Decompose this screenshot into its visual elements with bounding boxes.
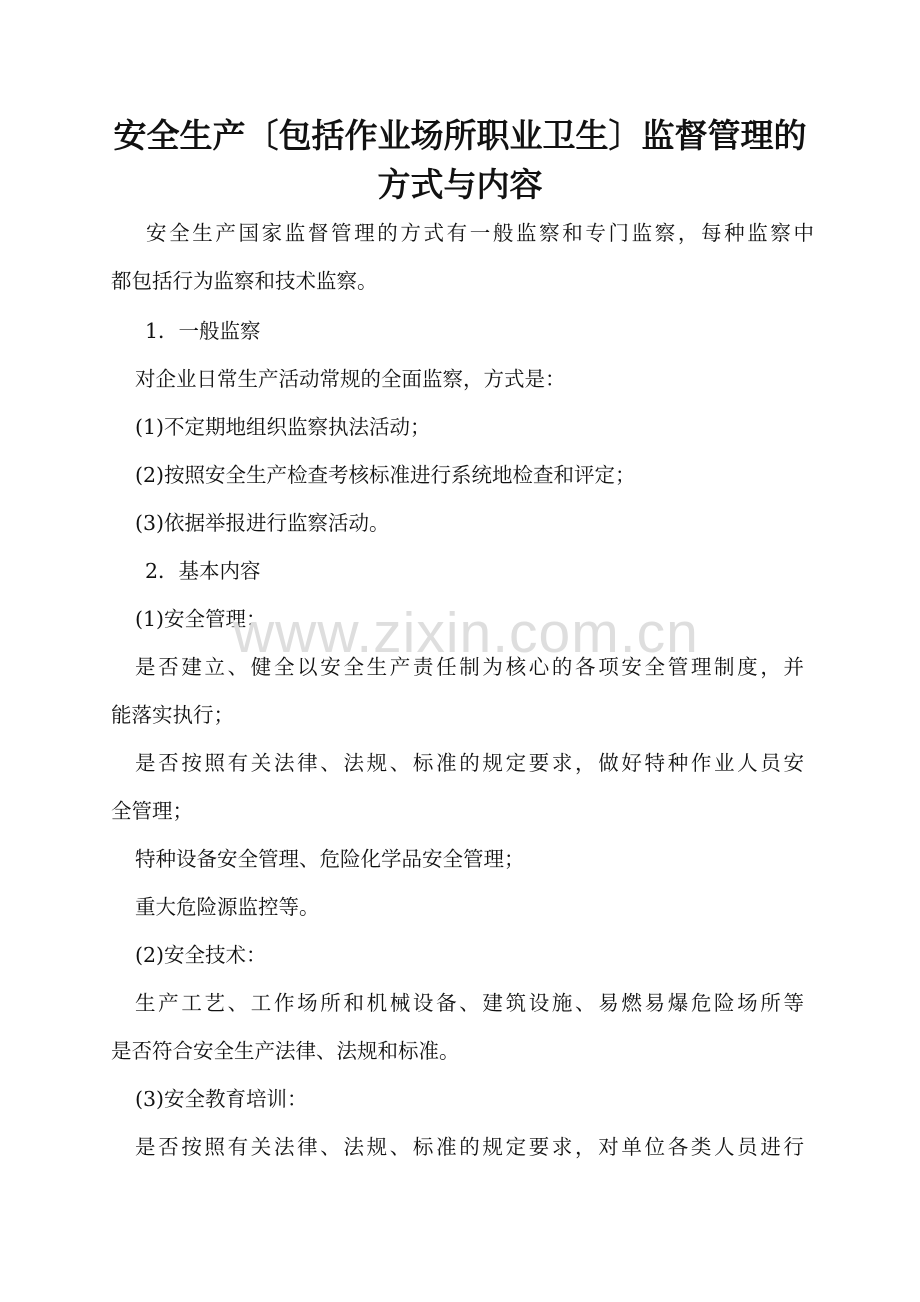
subsection-heading-safety-management: (1)安全管理： (135, 607, 267, 631)
section-heading-basic-content: 2．基本内容 (145, 559, 261, 583)
paragraph-line: 特种设备安全管理、危险化学品安全管理； (135, 847, 525, 871)
document-title-line-1: 安全生产〔包括作业场所职业卫生〕监督管理的 (113, 116, 807, 155)
paragraph-line: 生产工艺、工作场所和机械设备、建筑设施、易燃易爆危险场所等 (135, 991, 804, 1015)
subsection-heading-safety-education: (3)安全教育培训： (135, 1087, 308, 1111)
paragraph-line: 全管理； (111, 799, 193, 823)
list-item: (2)按照安全生产检查考核标准进行系统地检查和评定； (135, 463, 636, 487)
intro-paragraph-line-2: 都包括行为监察和技术监察。 (111, 269, 378, 293)
subsection-heading-safety-technology: (2)安全技术： (135, 943, 267, 967)
general-inspection-description: 对企业日常生产活动常规的全面监察，方式是： (135, 367, 566, 391)
document-title-line-2: 方式与内容 (377, 165, 543, 204)
list-item: (1)不定期地组织监察执法活动； (135, 415, 431, 439)
section-heading-general-inspection: 1．一般监察 (145, 319, 261, 343)
intro-paragraph-line-1: 安全生产国家监督管理的方式有一般监察和专门监察，每种监察中 (146, 221, 814, 245)
paragraph-line: 是否符合安全生产法律、法规和标准。 (111, 1039, 460, 1063)
paragraph-line: 重大危险源监控等。 (135, 895, 320, 919)
paragraph-line: 能落实执行； (111, 703, 234, 727)
watermark: www.zixin.com.cn (233, 601, 699, 665)
paragraph-line: 是否按照有关法律、法规、标准的规定要求，做好特种作业人员安 (135, 751, 804, 775)
paragraph-line: 是否建立、健全以安全生产责任制为核心的各项安全管理制度，并 (135, 655, 804, 679)
list-item: (3)依据举报进行监察活动。 (135, 511, 390, 535)
paragraph-line: 是否按照有关法律、法规、标准的规定要求，对单位各类人员进行 (135, 1135, 804, 1159)
